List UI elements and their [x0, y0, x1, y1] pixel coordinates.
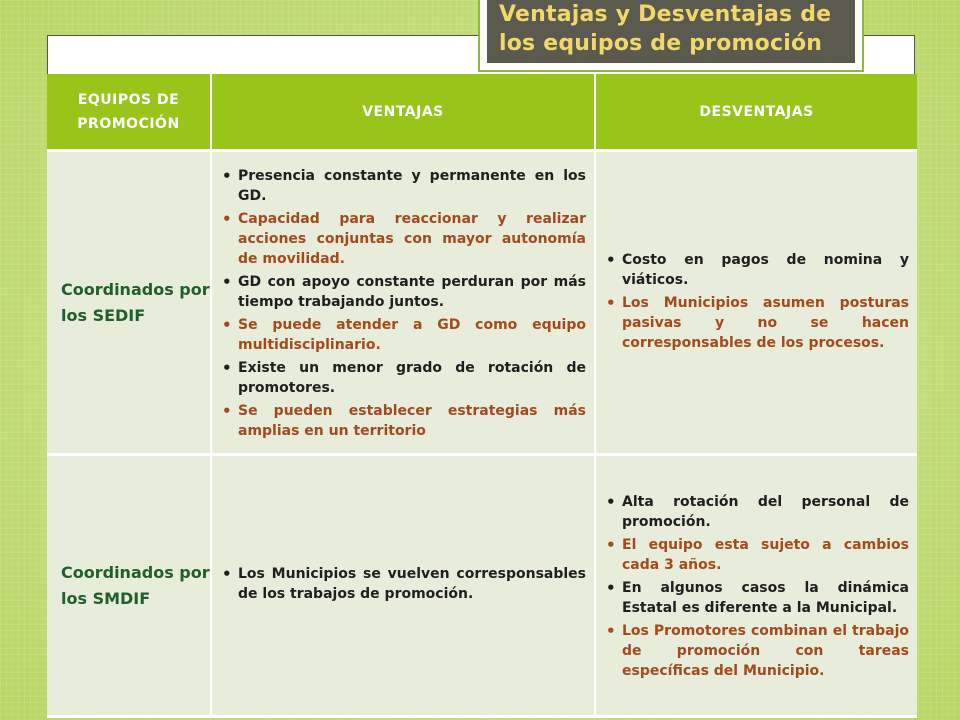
- header-equipos: EQUIPOS DE PROMOCIÓN: [47, 74, 211, 151]
- row-label-sedif: Coordinados por los SEDIF: [47, 151, 211, 455]
- comparison-table: [47, 74, 917, 718]
- header-desventajas: DESVENTAJAS: [595, 74, 917, 151]
- ventajas-cell-smdif: [211, 455, 595, 717]
- list-item: • Capacidad para reaccionar y realizar acciones conjuntas con mayor autonomía de movilidad.: [212, 209, 594, 269]
- desventajas-cell-smdif: [595, 455, 917, 717]
- table-row: [47, 455, 917, 717]
- list-item: • En algunos casos la dinámica Estatal es diferente a la Municipal.: [596, 578, 917, 618]
- desventajas-list-sedif: [596, 250, 917, 353]
- title-line-2: los equipos de promoción: [499, 31, 823, 56]
- list-item: • Costo en pagos de nomina y viáticos.: [596, 250, 917, 290]
- ventajas-cell-sedif: [211, 151, 595, 455]
- ventajas-list-smdif: [212, 564, 594, 604]
- list-item: • Se puede atender a GD como equipo multidisciplinario.: [212, 315, 594, 355]
- header-ventajas: VENTAJAS: [211, 74, 595, 151]
- list-item: • Los Municipios asumen posturas pasivas y no se hacen corresponsables de los procesos.: [596, 293, 917, 353]
- title-line-1: Ventajas y Desventajas de: [499, 2, 832, 27]
- list-item: • Existe un menor grado de rotación de promotores.: [212, 358, 594, 398]
- list-item: • El equipo esta sujeto a cambios cada 3 años.: [596, 535, 917, 575]
- list-item: • Se pueden establecer estrategias más amplias en un territorio: [212, 401, 594, 441]
- desventajas-list-smdif: [596, 492, 917, 681]
- table-row: [47, 151, 917, 455]
- list-item: • Los Promotores combinan el trabajo de promoción con tareas específicas del Municipio.: [596, 621, 917, 681]
- list-item: • GD con apoyo constante perduran por más tiempo trabajando juntos.: [212, 272, 594, 312]
- slide-title: [487, 0, 855, 63]
- slide-title-box: [478, 0, 864, 72]
- list-item: • Alta rotación del personal de promoción.: [596, 492, 917, 532]
- desventajas-cell-sedif: [595, 151, 917, 455]
- table-header-row: [47, 74, 917, 151]
- row-label-smdif: Coordinados por los SMDIF: [47, 455, 211, 717]
- list-item: • Presencia constante y permanente en los GD.: [212, 166, 594, 206]
- ventajas-list-sedif: [212, 166, 594, 441]
- list-item: • Los Municipios se vuelven corresponsables de los trabajos de promoción.: [212, 564, 594, 604]
